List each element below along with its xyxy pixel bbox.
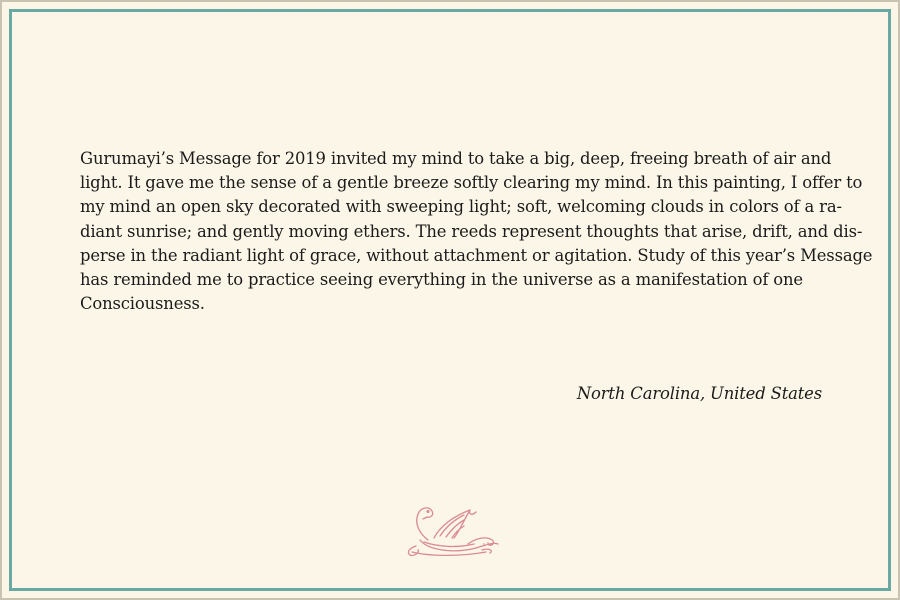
location-signature: North Carolina, United States [576,384,822,403]
message-line: perse in the radiant light of grace, without attachment or agitation. Study of this year’s Message [80,245,873,265]
swan-icon [398,500,502,560]
message-line: has reminded me to practice seeing everything in the universe as a manifestation of one [80,270,803,290]
message-line: diant sunrise; and gently moving ethers. The reeds represent thoughts that arise, drift, and dis- [80,221,863,241]
message-text [80,147,873,316]
message-line: my mind an open sky decorated with sweeping light; soft, welcoming clouds in colors of a ra- [80,197,842,217]
message-line: Gurumayi’s Message for 2019 invited my mind to take a big, deep, freeing breath of air and [80,149,832,168]
message-line: Consciousness. [80,294,205,314]
message-line: light. It gave me the sense of a gentle breeze softly clearing my mind. In this painting, I offer to [80,173,863,193]
